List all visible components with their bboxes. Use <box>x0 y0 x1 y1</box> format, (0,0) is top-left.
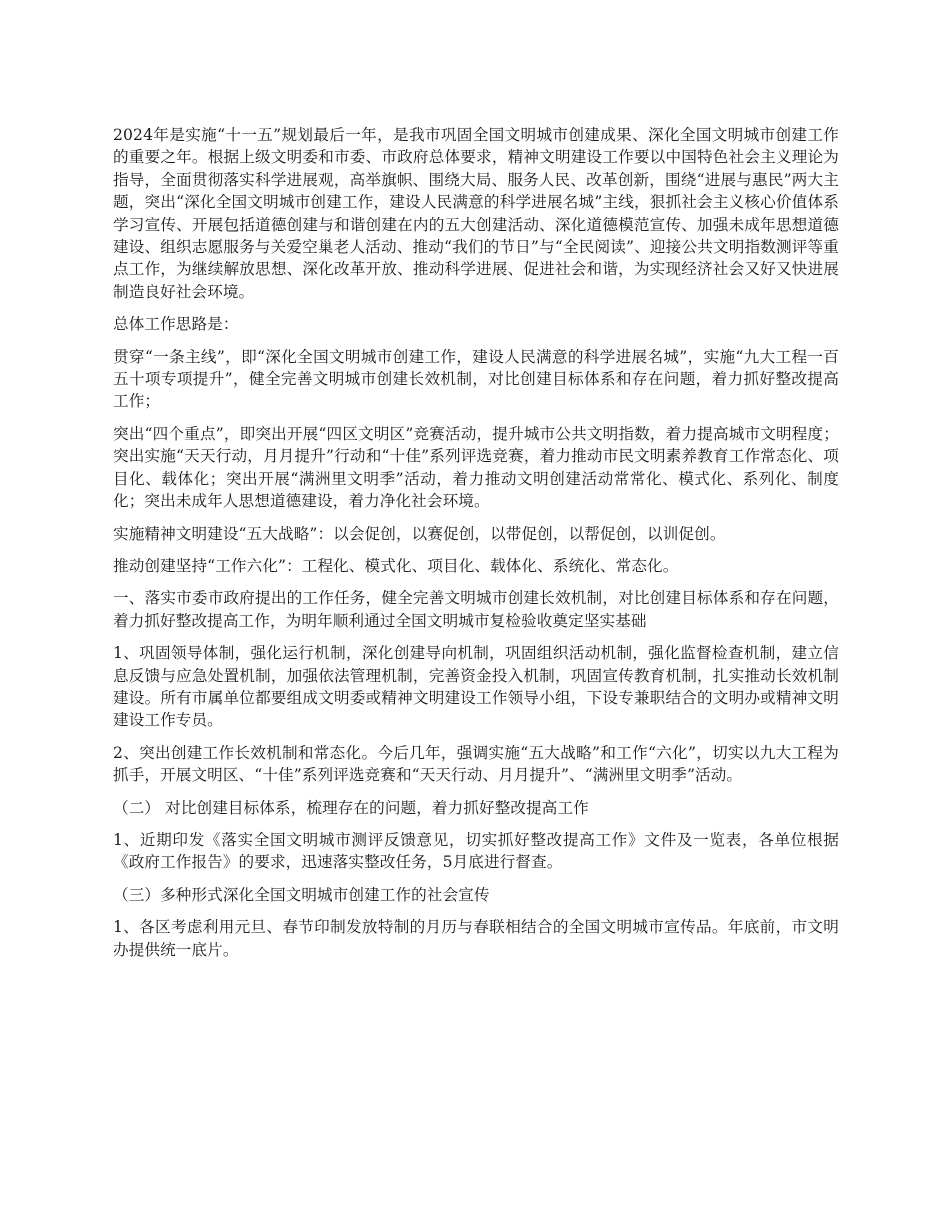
six-work-paragraph: 推动创建坚持“工作六化”：工程化、模式化、项目化、载体化、系统化、常态化。 <box>113 556 679 575</box>
intro-paragraph: 2024年是实施“十一五”规划最后一年，是我市巩固全国文明城市创建成果、深化全国文明城市创建工作的重要之年。根据上级文明委和市委、市政府总体要求，精神文明建设工作要以中国特色社会主义理论为指导，全面贯彻落实科学进展观，高举旗帜、围绕大局、服务人民、改革创新，围绕“进展与惠民”两大主题，突出“深化全国文明城市创建工作，建设人民满意的科学进展名城”主线，狠抓社会主义核心价值体系学习宣传、开展包括道德创建与和谐创建在内的五大创建活动、深化道德模范宣传、加强未成年思想道德建设、组织志愿服务与关爱空巢老人活动、推动“我们的节日”与“全民阅读”、迎接公共文明指数测评等重点工作，为继续解放思想、深化改革开放、推动科学进展、促进社会和谐，为实现经济社会又好又快进展制造良好社会环境。 <box>113 126 839 301</box>
section-one-item-1: 1、巩固领导体制，强化运行机制，深化创建导向机制，巩固组织活动机制，强化监督检查机制，建立信息反馈与应急处置机制，加强依法管理机制，完善资金投入机制，巩固宣传教育机制，扎实推动长效机制建设。所有市属单位都要组成文明委或精神文明建设工作领导小组，下设专兼职结合的文明办或精神文明建设工作专员。 <box>113 644 839 730</box>
section-two-item-1: 1、近期印发《落实全国文明城市测评反馈意见，切实抓好整改提高工作》文件及一览表，各单位根据《政府工作报告》的要求，迅速落实整改任务，5月底进行督查。 <box>113 830 839 872</box>
document-body <box>113 124 839 971</box>
section-three-item-1: 1、各区考虑利用元旦、春节印制发放特制的月历与春联相结合的全国文明城市宣传品。年底前，市文明办提供统一底片。 <box>113 918 839 959</box>
section-three-heading: （三）多种形式深化全国文明城市创建工作的社会宣传 <box>113 885 490 904</box>
section-two-heading: （二） 对比创建目标体系，梳理存在的问题，着力抓好整改提高工作 <box>113 798 589 817</box>
section-one-heading: 一、落实市委市政府提出的工作任务，健全完善文明城市创建长效机制，对比创建目标体系和存在问题，着力抓好整改提高工作，为明年顺利通过全国文明城市复检验收奠定坚实基础 <box>113 589 839 630</box>
four-focus-paragraph: 突出“四个重点”，即突出开展“四区文明区”竞赛活动，提升城市公共文明指数，着力提高城市文明程度；突出实施“天天行动，月月提升”行动和“十佳”系列评选竞赛，着力推动市民文明素养教育工作常态化、项目化、载体化；突出开展“满洲里文明季”活动，着力推动文明创建活动常常化、模式化、系列化、制度化；突出未成年人思想道德建设，着力净化社会环境。 <box>113 424 839 511</box>
five-strategies-paragraph: 实施精神文明建设“五大战略”：以会促创，以赛促创，以带促创，以帮促创，以训促创。 <box>113 524 726 543</box>
main-line-paragraph: 贯穿“一条主线”，即“深化全国文明城市创建工作，建设人民满意的科学进展名城”，实施“九大工程一百五十项专项提升”，健全完善文明城市创建长效机制，对比创建目标体系和存在问题，着力抓好整改提高工作； <box>113 347 839 411</box>
section-one-item-2: 2、突出创建工作长效机制和常态化。今后几年，强调实施“五大战略”和工作“六化”，切实以九大工程为抓手，开展文明区、“十佳”系列评选竞赛和“天天行动、月月提升”、“满洲里文明季”活动。 <box>113 743 840 785</box>
overall-idea-heading: 总体工作思路是： <box>113 315 239 334</box>
